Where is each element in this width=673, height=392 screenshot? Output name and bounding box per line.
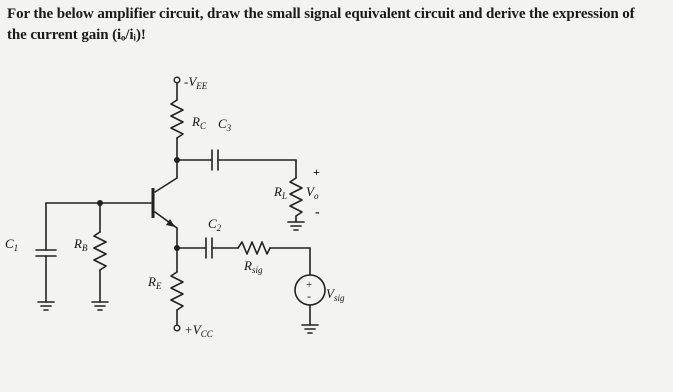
c1-ground-icon: [38, 302, 54, 310]
c3-capacitor: [212, 150, 218, 170]
rb-label: $R_B$: [74, 236, 88, 253]
rl-label: $R_L$: [274, 184, 287, 201]
c1-capacitor: [36, 250, 56, 256]
c2-label: $C_2$: [208, 216, 222, 233]
rl-ground-icon: [288, 222, 304, 230]
c2-capacitor: [206, 238, 212, 258]
c1-label: $C_1$: [5, 236, 19, 253]
rc-label: $R_C$: [192, 114, 206, 131]
question-line-2: the current gain (iₒ/iᵢ)!: [7, 27, 146, 43]
vsig-minus-sign: -: [307, 289, 311, 303]
vsig-label: $V_{sig}$: [326, 286, 345, 303]
question-line-1: For the below amplifier circuit, draw the small signal equivalent circuit and derive the expression of: [7, 6, 635, 22]
rb-resistor: [94, 232, 106, 270]
vo-label: $V_o$: [306, 184, 319, 201]
bjt-transistor: [153, 178, 177, 228]
vsig-plus-sign: +: [306, 279, 313, 291]
vo-plus-sign: +: [313, 165, 320, 179]
vsig-ground-icon: [302, 325, 318, 333]
re-resistor: [171, 272, 183, 310]
vcc-label: $+V_{CC}$: [184, 322, 213, 339]
vo-minus-sign: -: [315, 205, 320, 220]
re-label: $R_E$: [148, 274, 162, 291]
rsig-resistor: [238, 242, 270, 254]
vcc-terminal: [174, 325, 180, 331]
vee-terminal: [174, 77, 180, 83]
rl-resistor: [290, 178, 302, 216]
rc-resistor: [171, 100, 183, 138]
rsig-label: $R_{sig}$: [244, 258, 263, 275]
vee-label: $-V_{EE}$: [184, 74, 208, 91]
c3-label: $C_3$: [218, 116, 232, 133]
rb-ground-icon: [92, 302, 108, 310]
